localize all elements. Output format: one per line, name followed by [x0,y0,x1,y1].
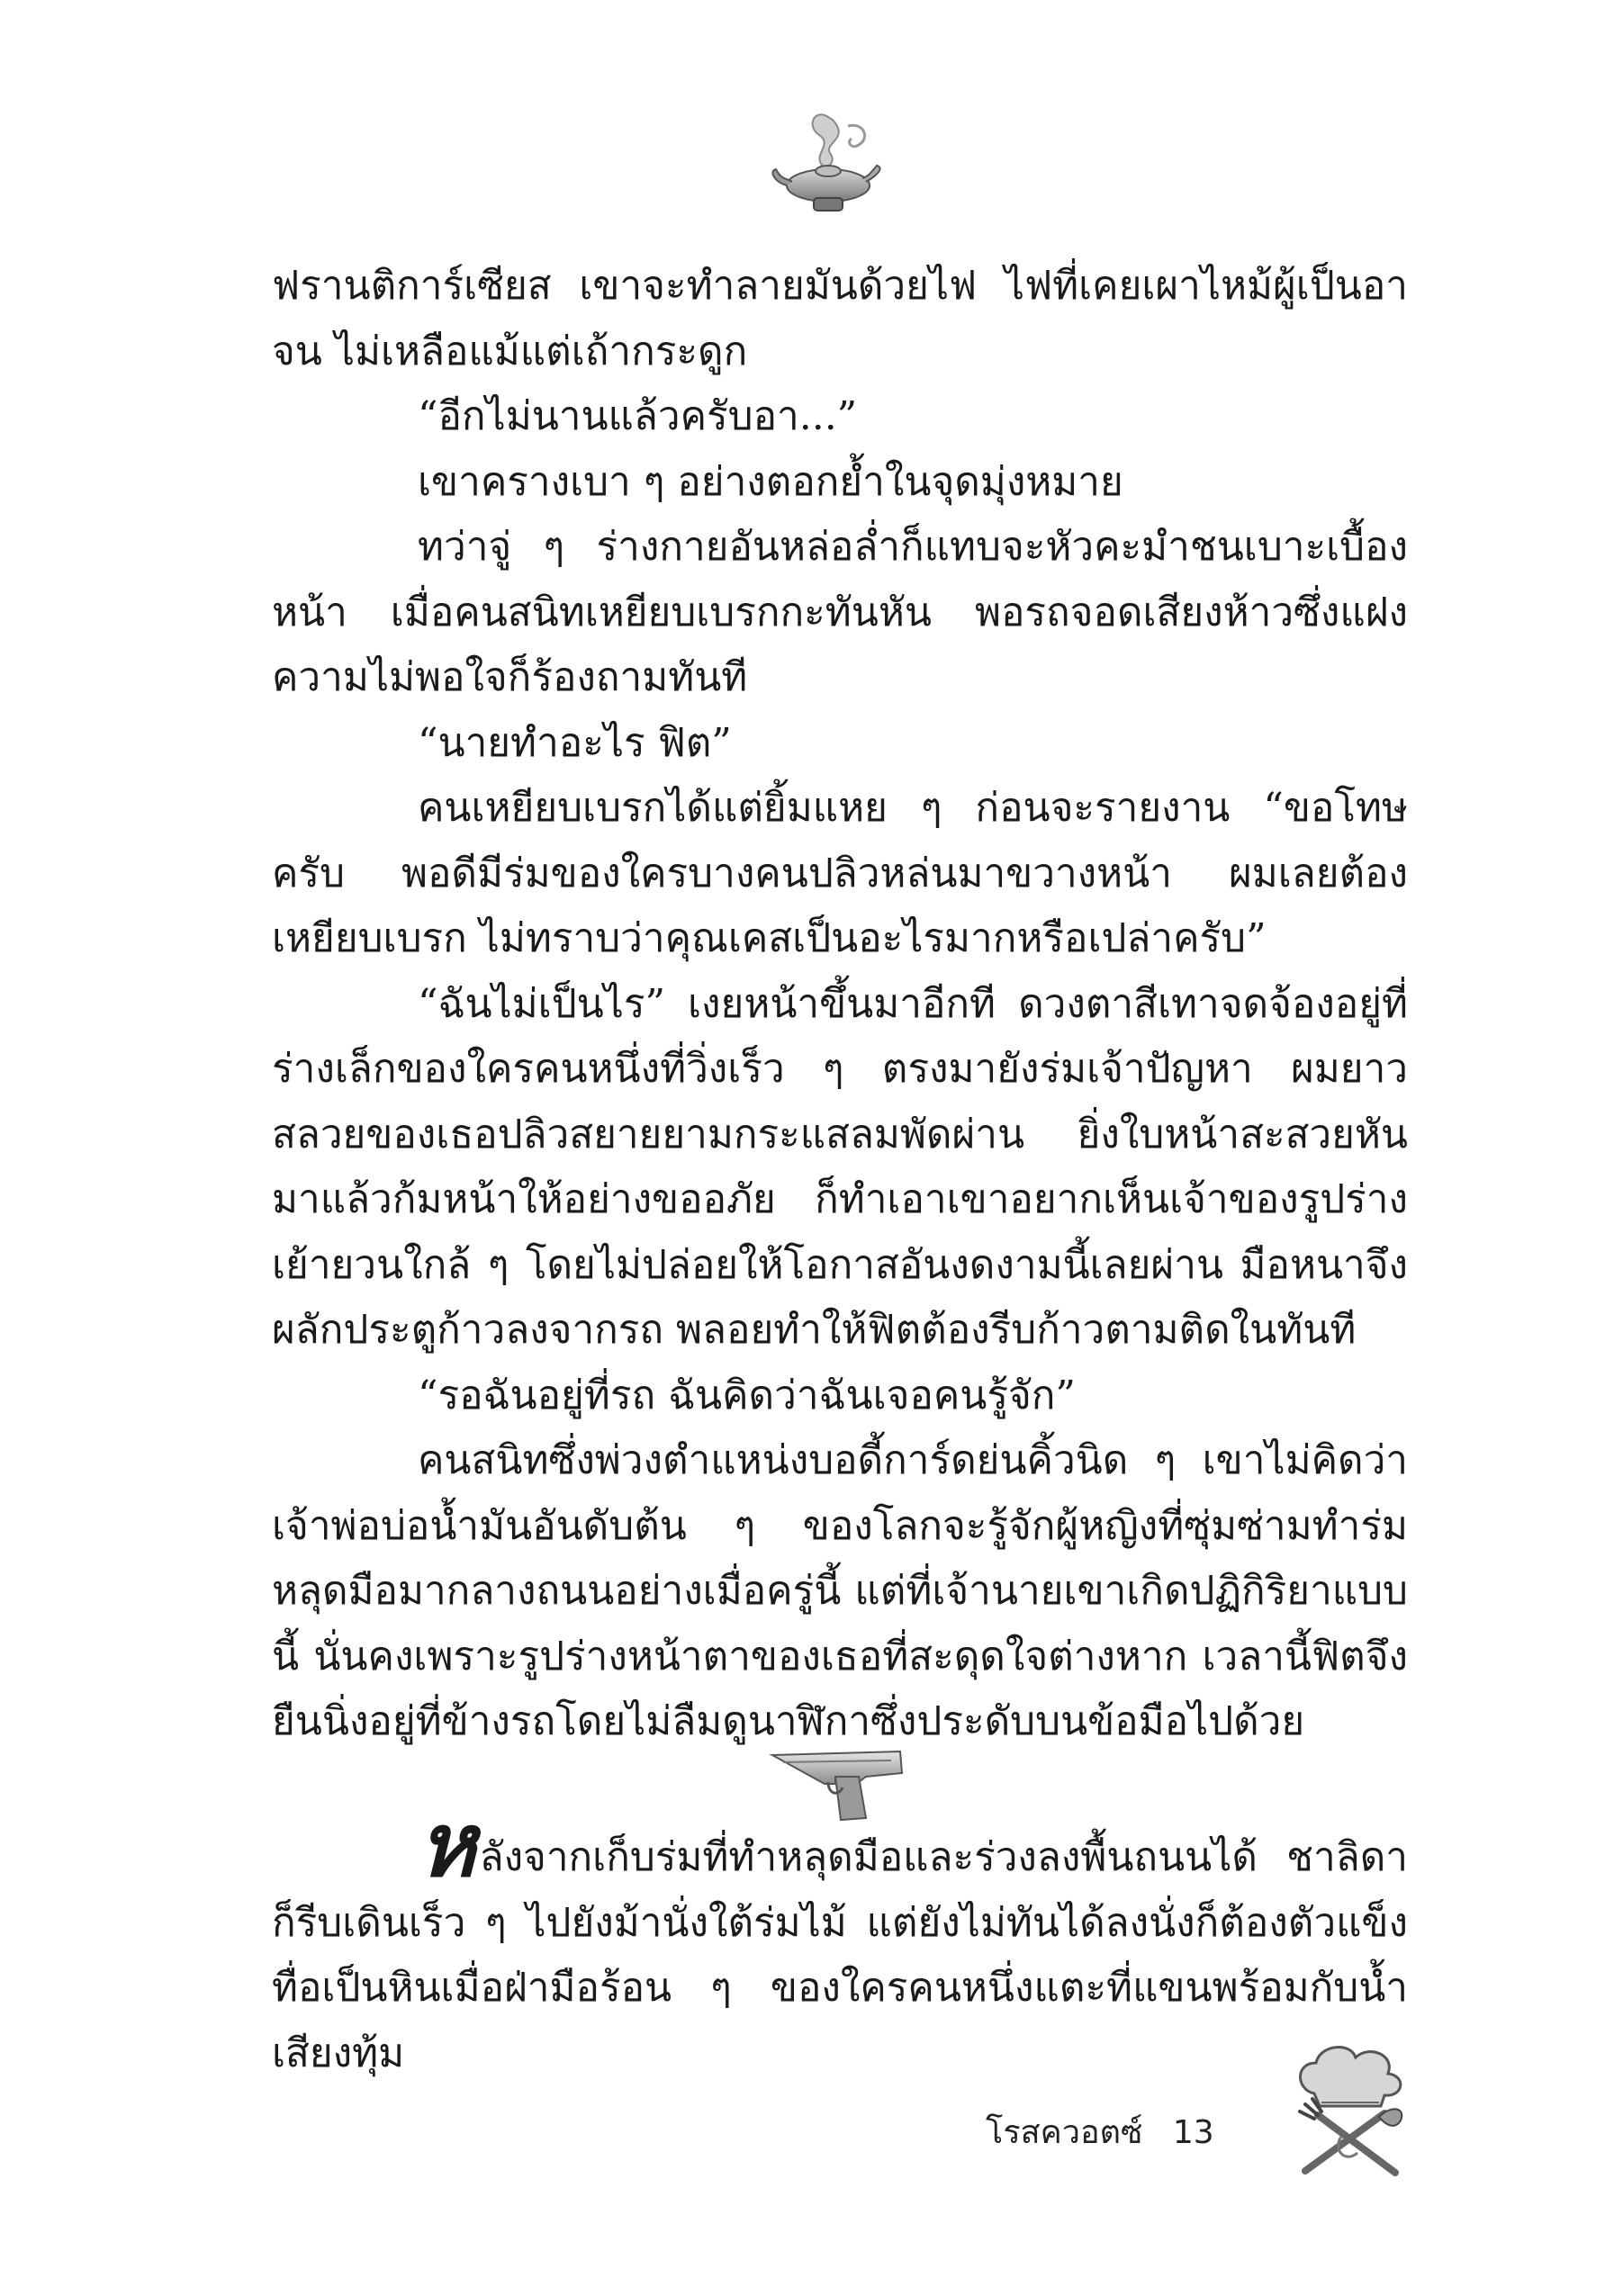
paragraph: ทว่าจู่ ๆ ร่างกายอันหล่อล่ำก็แทบจะหัวคะมำชนเบาะเบื้องหน้า เมื่อคนสนิทเหยียบเบรกกะทันหัน พอรถจอดเสียงห้าวซึ่งแฝงความไม่พอใจก็ร้องถามทันที [272,524,1408,700]
paragraph: คนเหยียบเบรกได้แต่ยิ้มแหย ๆ ก่อนจะรายงาน “ขอโทษครับ พอดีมีร่มของใครบางคนปลิวหล่นมาขวางหน้า ผมเลยต้องเหยียบเบรก ไม่ทราบว่าคุณเคสเป็นอะไรมากหรือเปล่าครับ” [272,785,1408,961]
paragraph: “นายทำอะไร ฟิต” [418,719,732,766]
magic-lamp-icon [765,99,891,225]
paragraph-text: ลังจากเก็บร่มที่ทำหลุดมือและร่วงลงพื้นถนนได้ ชาลิดาก็รีบเดินเร็ว ๆ ไปยังม้านั่งใต้ร่มไม้ แต่ยังไม่ทันได้ลงนั่งก็ต้องตัวแข็งทื่อเป็นหินเมื่อฝ่ามือร้อน ๆ ของใครคนหนึ่งแตะที่แขนพร้อมกับน้ำเสียงทุ้ม [272,1834,1408,2076]
book-title: โรสควอตซ์ [986,2114,1143,2151]
chef-utensils-icon [1278,2036,1422,2184]
dropcap: ห [418,1794,476,1897]
paragraph [272,1794,1408,2086]
paragraph: ฟรานติการ์เซียส เขาจะทำลายมันด้วยไฟ ไฟที่เคยเผาไหม้ผู้เป็นอาจน ไม่เหลือแม้แต่เถ้ากระดูก [272,263,1408,374]
paragraph: เขาครางเบา ๆ อย่างตอกย้ำในจุดมุ่งหมาย [418,458,1123,505]
body-text [272,254,1408,1755]
page-footer [986,2106,1214,2160]
paragraph: “รอฉันอยู่ที่รถ ฉันคิดว่าฉันเจอคนรู้จัก” [418,1372,1076,1418]
paragraph: คนสนิทซึ่งพ่วงตำแหน่งบอดี้การ์ดย่นคิ้วนิด ๆ เขาไม่คิดว่าเจ้าพ่อบ่อน้ำมันอันดับต้น ๆ ของโลกจะรู้จักผู้หญิงที่ซุ่มซ่ามทำร่มหลุดมือมากลางถนนอย่างเมื่อครู่นี้ แต่ที่เจ้านายเขาเกิดปฏิกิริยาแบบนี้ นั่นคงเพราะรูปร่างหน้าตาของเธอที่สะดุดใจต่างหาก เวลานี้ฟิตจึงยืนนิ่งอยู่ที่ข้างรถโดยไม่ลืมดูนาฬิกาซึ่งประดับบนข้อมือไปด้วย [272,1437,1408,1744]
page-number: 13 [1172,2114,1214,2151]
pistol-icon [765,1739,909,1825]
paragraph: “ฉันไม่เป็นไร” เงยหน้าขึ้นมาอีกที ดวงตาสีเทาจดจ้องอยู่ที่ร่างเล็กของใครคนหนึ่งที่วิ่งเร็ว ๆ ตรงมายังร่มเจ้าปัญหา ผมยาวสลวยของเธอปลิวสยายยามกระแสลมพัดผ่าน ยิ่งใบหน้าสะสวยหันมาแล้วก้มหน้าให้อย่างขออภัย ก็ทำเอาเขาอยากเห็นเจ้าของรูปร่างเย้ายวนใกล้ ๆ โดยไม่ปล่อยให้โอกาสอันงดงามนี้เลยผ่าน มือหนาจึงผลักประตูก้าวลงจากรถ พลอยทำให้ฟิตต้องรีบก้าวตามติดในทันที [272,980,1408,1353]
paragraph: “อีกไม่นานแล้วครับอา...” [418,393,858,439]
section-two [272,1794,1408,2086]
